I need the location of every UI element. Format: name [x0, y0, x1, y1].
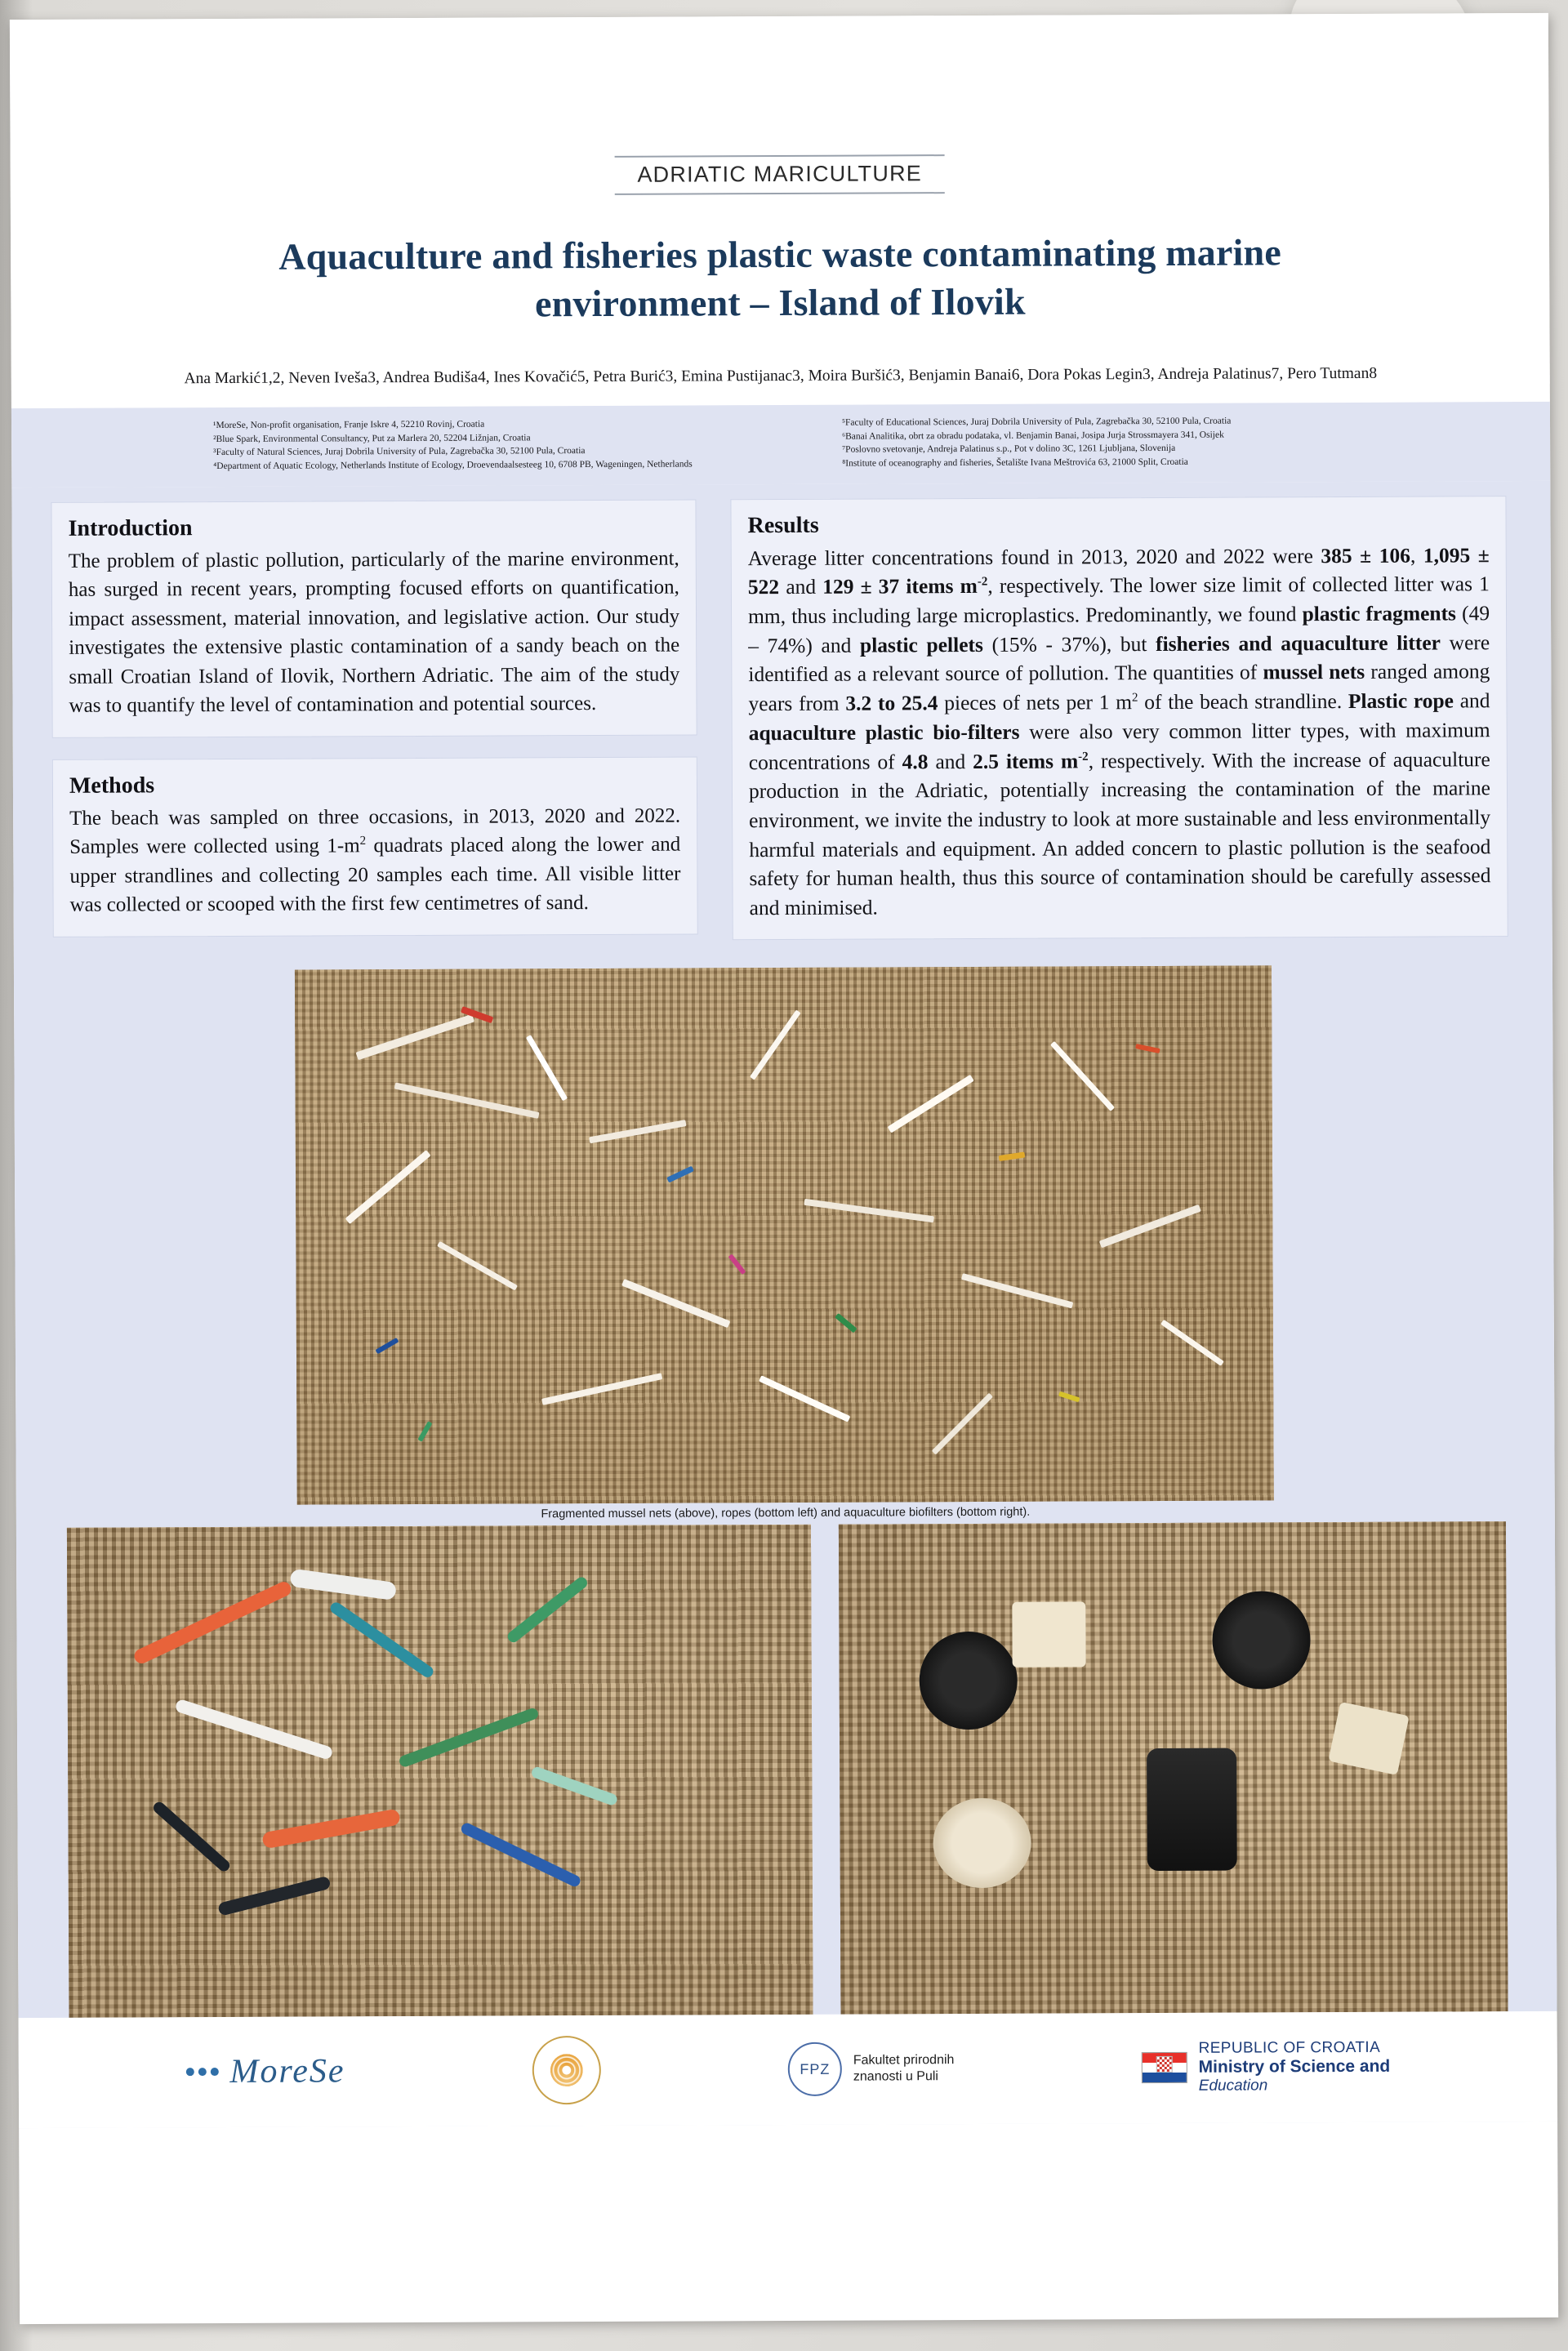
affiliation-item: ⁶Banai Analitika, obrt za obradu podataka, vl. Benjamin Banai, Josipa Jurja Strossmayera 341, Osijek: [842, 430, 1224, 442]
results-seg: -2: [977, 575, 988, 589]
affiliation-item: ⁵Faculty of Educational Sciences, Juraj Dobrila University of Pula, Zagrebačka 30, 52100 Pula, Croatia: [841, 416, 1232, 428]
poster-body: [11, 481, 1557, 2128]
results-seg: were also very common litter types, with maximum concentrations of: [748, 718, 1490, 774]
ministry-line3: Education: [1198, 2077, 1268, 2095]
results-seg: ,: [1410, 543, 1423, 568]
fpz-logo-text: [853, 2052, 955, 2086]
methods-text-part1: The beach was sampled on three occasions, in 2013, 2020 and 2022. Samples were collected using 1-m: [69, 804, 681, 859]
photo-aquaculture-biofilters: [839, 1521, 1508, 2015]
results-term-rope: Plastic rope: [1348, 688, 1454, 714]
fpz-line2: znanosti u Puli: [853, 2069, 938, 2084]
figure-top: [295, 965, 1274, 1525]
results-seg: were identified as a relevant source of pollution. The quantities of: [748, 630, 1490, 687]
unipu-logo: [532, 2036, 600, 2104]
results-seg: (15% - 37%), but: [982, 631, 1156, 657]
introduction-text: The problem of plastic pollution, particularly of the marine environment, has surged in recent years, prompting focused efforts on quantification, impact assessment, material innovation, and legislative action. Our study investigates the extensive plastic contamination of a sandy beach on the small Croatian Island of Ilovik, Northern Adriatic. The aim of the study was to quantify the level of contamination and potential sources.: [68, 547, 680, 718]
fpz-logo: [788, 2042, 955, 2096]
figure-caption: Fragmented mussel nets (above), ropes (bottom left) and aquaculture biofilters (bottom right).: [541, 1505, 1031, 1521]
results-value-rope-max: 4.8: [902, 749, 929, 773]
poster-kicker: ADRIATIC MARICULTURE: [614, 154, 945, 195]
results-value-2013: 385 ± 106: [1321, 543, 1410, 568]
results-seg: pieces of nets per 1 m: [938, 690, 1133, 715]
ministry-line1: REPUBLIC OF CROATIA: [1198, 2038, 1381, 2057]
author-list: Ana Markić1,2, Neven Iveša3, Andrea Budiša4, Ines Kovačić5, Petra Burić3, Emina Pustijanac3, Moira Buršić3, Benjamin Banai6, Dora Pokas Legin3, Andreja Palatinus7, Pero Tutman8: [184, 364, 1378, 387]
results-value-2020: 1,095 ± 522: [747, 542, 1490, 599]
figure-row-bottom: [16, 1521, 1557, 2018]
affiliations-band: [11, 402, 1550, 488]
affiliation-item: ³Faculty of Natural Sciences, Juraj Dobrila University of Pula, Zagrebačka 30, 52100 Pula, Croatia: [213, 446, 586, 458]
results-term-fisheries: fisheries and aquaculture litter: [1156, 630, 1441, 656]
methods-superscript: 2: [359, 835, 367, 848]
poster-sheet: [10, 13, 1558, 2324]
results-seg: , respectively. The lower size limit of collected litter was 1 mm, thus including large microplastics. Predominantly, we found: [747, 572, 1490, 629]
results-seg: and: [1453, 688, 1490, 713]
affiliations-left: [213, 416, 719, 473]
results-seg: (49 – 74%) and: [748, 601, 1490, 657]
methods-text-part2: quadrats placed along the lower and upper strandlines and collecting 20 samples each time. All visible litter was collected or scooped with the first few centimetres of sand.: [69, 833, 681, 917]
results-text: [748, 541, 1491, 923]
results-seg: 2: [1131, 691, 1138, 705]
poster-title: Aquaculture and fisheries plastic waste contaminating marine environment – Island of Ilovik: [278, 231, 1282, 325]
ministry-line2: Ministry of Science and: [1198, 2056, 1391, 2077]
fpz-icon: FPZ: [788, 2042, 842, 2096]
results-heading: Results: [747, 512, 819, 538]
results-seg: , respectively. With the increase of aquaculture production in the Adriatic, potentially increasing the contamination of the marine environment, we invite the industry to look at more sustainable and less environmentally harmful materials and equipment. An added concern to plastic pollution is the seafood safety for human health, thus this source of contamination should be carefully assessed and minimised.: [748, 746, 1491, 920]
affiliation-item: ¹MoreSe, Non-profit organisation, Franje Iskre 4, 52210 Rovinj, Croatia: [212, 419, 485, 431]
university-seal-icon: [532, 2036, 600, 2104]
morese-logo-text: MoreSe: [229, 2052, 345, 2091]
croatia-flag-icon: [1142, 2052, 1187, 2083]
poster-header: [10, 13, 1550, 390]
results-panel: [730, 496, 1508, 940]
results-value-nets-range: 3.2 to 25.4: [845, 691, 938, 715]
results-seg: Average litter concentrations found in 2013, 2020 and 2022 were: [747, 543, 1321, 570]
results-term-biofilters: aquaculture plastic bio-filters: [748, 719, 1020, 746]
results-seg: ranged among years from: [748, 659, 1490, 716]
results-seg: and: [779, 575, 823, 599]
affiliations-right: [842, 414, 1348, 470]
spiral-icon: [550, 2054, 583, 2086]
ministry-logo-text: [1199, 2039, 1391, 2095]
affiliation-item: ⁷Poslovno svetovanje, Andreja Palatinus s.p., Pot v dolino 3C, 1261 Ljubljana, Slovenija: [842, 443, 1176, 456]
photo-fragmented-mussel-nets: [295, 965, 1274, 1504]
affiliation-item: ⁴Department of Aquatic Ecology, Netherlands Institute of Ecology, Droevendaalsesteeg 10, 6708 PB, Wageningen, Netherlands: [213, 459, 693, 472]
wave-icon: [185, 2068, 218, 2076]
photo-ropes: [67, 1525, 813, 2018]
results-value-biofilter-max: [973, 749, 1089, 773]
results-seg: -2: [1078, 750, 1089, 764]
introduction-panel: [51, 499, 697, 737]
results-value-2022: [822, 574, 987, 599]
results-term-fragments: plastic fragments: [1302, 601, 1457, 626]
results-seg: 129 ± 37 items m: [822, 574, 978, 599]
results-seg: and: [928, 749, 973, 773]
right-column: [730, 496, 1508, 961]
ministry-logo: [1142, 2039, 1391, 2095]
results-term-pellets: plastic pellets: [859, 632, 983, 657]
fpz-line1: Fakultet prirodnih: [853, 2053, 955, 2068]
left-column: [51, 499, 697, 958]
results-term-mussel-nets: mussel nets: [1263, 660, 1365, 684]
methods-text: [69, 801, 681, 919]
affiliation-item: ⁸Institute of oceanography and fisheries, Šetalište Ivana Meštrovića 63, 21000 Split, Croatia: [842, 456, 1188, 469]
results-seg: 2.5 items m: [973, 748, 1079, 773]
footer-logos: [19, 2011, 1558, 2128]
methods-panel: [52, 756, 698, 937]
methods-heading: Methods: [69, 773, 155, 799]
affiliation-item: ²Blue Spark, Environmental Consultancy, Put za Marlera 20, 52204 Ližnjan, Croatia: [213, 433, 531, 444]
introduction-heading: Introduction: [68, 514, 193, 541]
morese-logo: [185, 2052, 345, 2092]
results-seg: of the beach strandline.: [1138, 689, 1348, 715]
